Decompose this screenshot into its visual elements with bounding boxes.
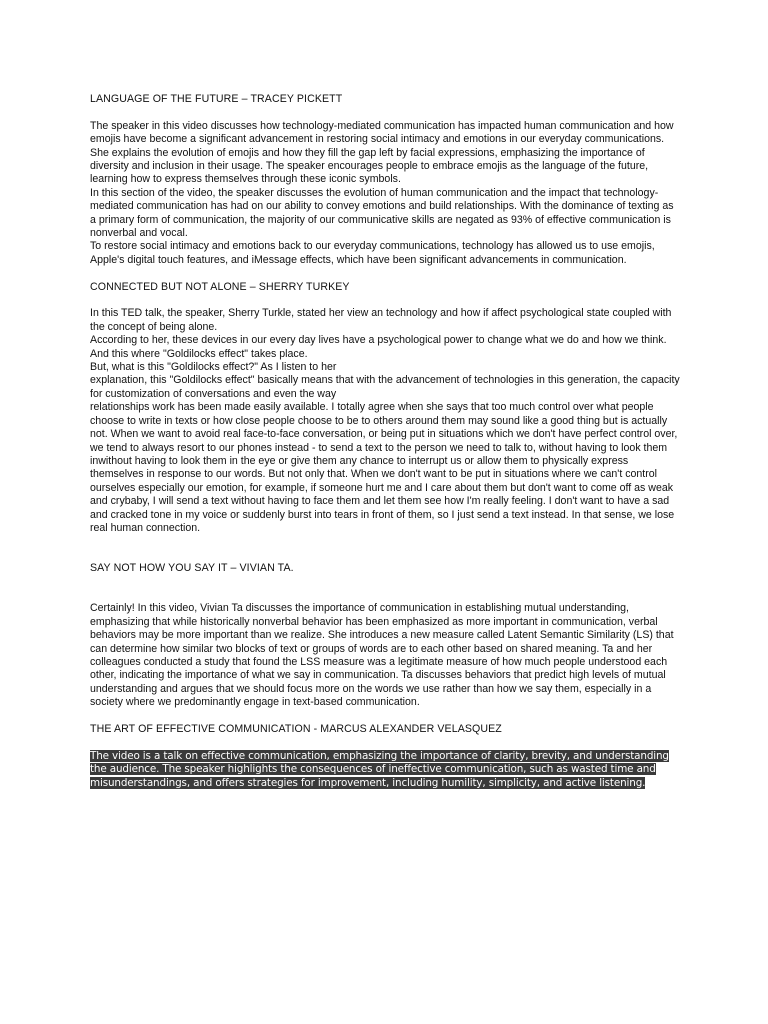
paragraph: relationships work has been made easily available. I totally agree when she says that too much control over what people choose to write in texts or how close people choose to be to others around them may sound like a good thing but is actually not. When we want to avoid real face-to-face conversation, or being put in situations which we don't have perfect control over, we tend to always resort to our phones instead - to send a text to the person we need to talk to, without having to look them inwithout having to look them in the eye or give them any chance to interrupt us or allow them to physically express themselves in response to our words. But not only that. When we don't want to be put in situations where we can't control ourselves especially our emotion, for example, if someone hurt me and I care about them but don't want to come off as weak and crybaby, I will send a text without having to face them and let them see how I'm really feeling. I don't want to have a sad and cracked tone in my voice or suddenly burst into tears in front of them, so I just send a text instead. In that sense, we lose real human connection. bbox=[90, 401, 678, 534]
paragraph: In this TED talk, the speaker, Sherry Turkle, stated her view an technology and how if affect psychological state coupled with the concept of being alone. bbox=[90, 307, 672, 333]
paragraph: The speaker in this video discusses how technology-mediated communication has impacted human communication and how emojis have become a significant advancement in restoring social intimacy and emotions in our everyday communications. She explains the evolution of emojis and how they fill the gap left by facial expressions, emphasizing the importance of diversity and inclusion in their usage. The speaker encourages people to embrace emojis as the language of the future, learning how to express themselves through these iconic symbols. bbox=[90, 119, 674, 186]
paragraph: Certainly! In this video, Vivian Ta discusses the importance of communication in establishing mutual understanding, emphasizing that while historically nonverbal behavior has been emphasized as more important in communication, verbal behaviors may be more important than we realize. She introduces a new measure called Latent Semantic Similarity (LS) that can determine how similar two blocks of text or groups of words are to each other based on shared meaning. Ta and her colleagues conducted a study that found the LSS measure was a legitimate measure of how much people understood each other, indicating the importance of what we say in communication. Ta discusses behaviors that predict high levels of mutual understanding and argues that we should focus more on the words we use rather than how we say them, especially in a society where we predominantly engage in text-based communication. bbox=[90, 602, 674, 709]
paragraph: In this section of the video, the speaker discusses the evolution of human communication and the impact that technology-mediated communication has had on our ability to convey emotions and build relationships. With the dominance of texting as a primary form of communication, the majority of our communicative skills are negated as 93% of effective communication is nonverbal and vocal. bbox=[90, 186, 674, 240]
section-heading-connected-but-not-alone: CONNECTED BUT NOT ALONE – SHERRY TURKEY bbox=[90, 280, 350, 293]
paragraph: To restore social intimacy and emotions back to our everyday communications, technology has allowed us to use emojis, Apple's digital touch features, and iMessage effects, which have been significant advancements in communication. bbox=[90, 240, 655, 266]
section-heading-language-of-the-future: LANGUAGE OF THE FUTURE – TRACEY PICKETT bbox=[90, 93, 343, 105]
paragraph: According to her, these devices in our every day lives have a psychological power to change what we do and how we think. bbox=[90, 334, 667, 347]
paragraph: And this where "Goldilocks effect" takes place. bbox=[90, 347, 308, 360]
selected-text[interactable]: The video is a talk on effective communication, emphasizing the importance of clarity, brevity, and understanding the audience. The speaker highlights the consequences of ineffective communication, such as wasted time and misunderstandings, and offers strategies for improvement, including humility, simplicity, and active listening. bbox=[90, 749, 669, 789]
paragraph: But, what is this "Goldilocks effect?" As I listen to her bbox=[90, 361, 337, 374]
highlighted-paragraph[interactable] bbox=[90, 750, 682, 790]
section-heading-say-not-how-you-say-it: SAY NOT HOW YOU SAY IT – VIVIAN TA. bbox=[90, 562, 294, 575]
document-body bbox=[90, 93, 682, 790]
section-heading-art-of-effective-communication: THE ART OF EFFECTIVE COMMUNICATION - MARCUS ALEXANDER VELASQUEZ bbox=[90, 723, 502, 735]
paragraph: explanation, this "Goldilocks effect" basically means that with the advancement of technologies in this generation, the capacity for customization of conversations and even the way bbox=[90, 374, 680, 400]
